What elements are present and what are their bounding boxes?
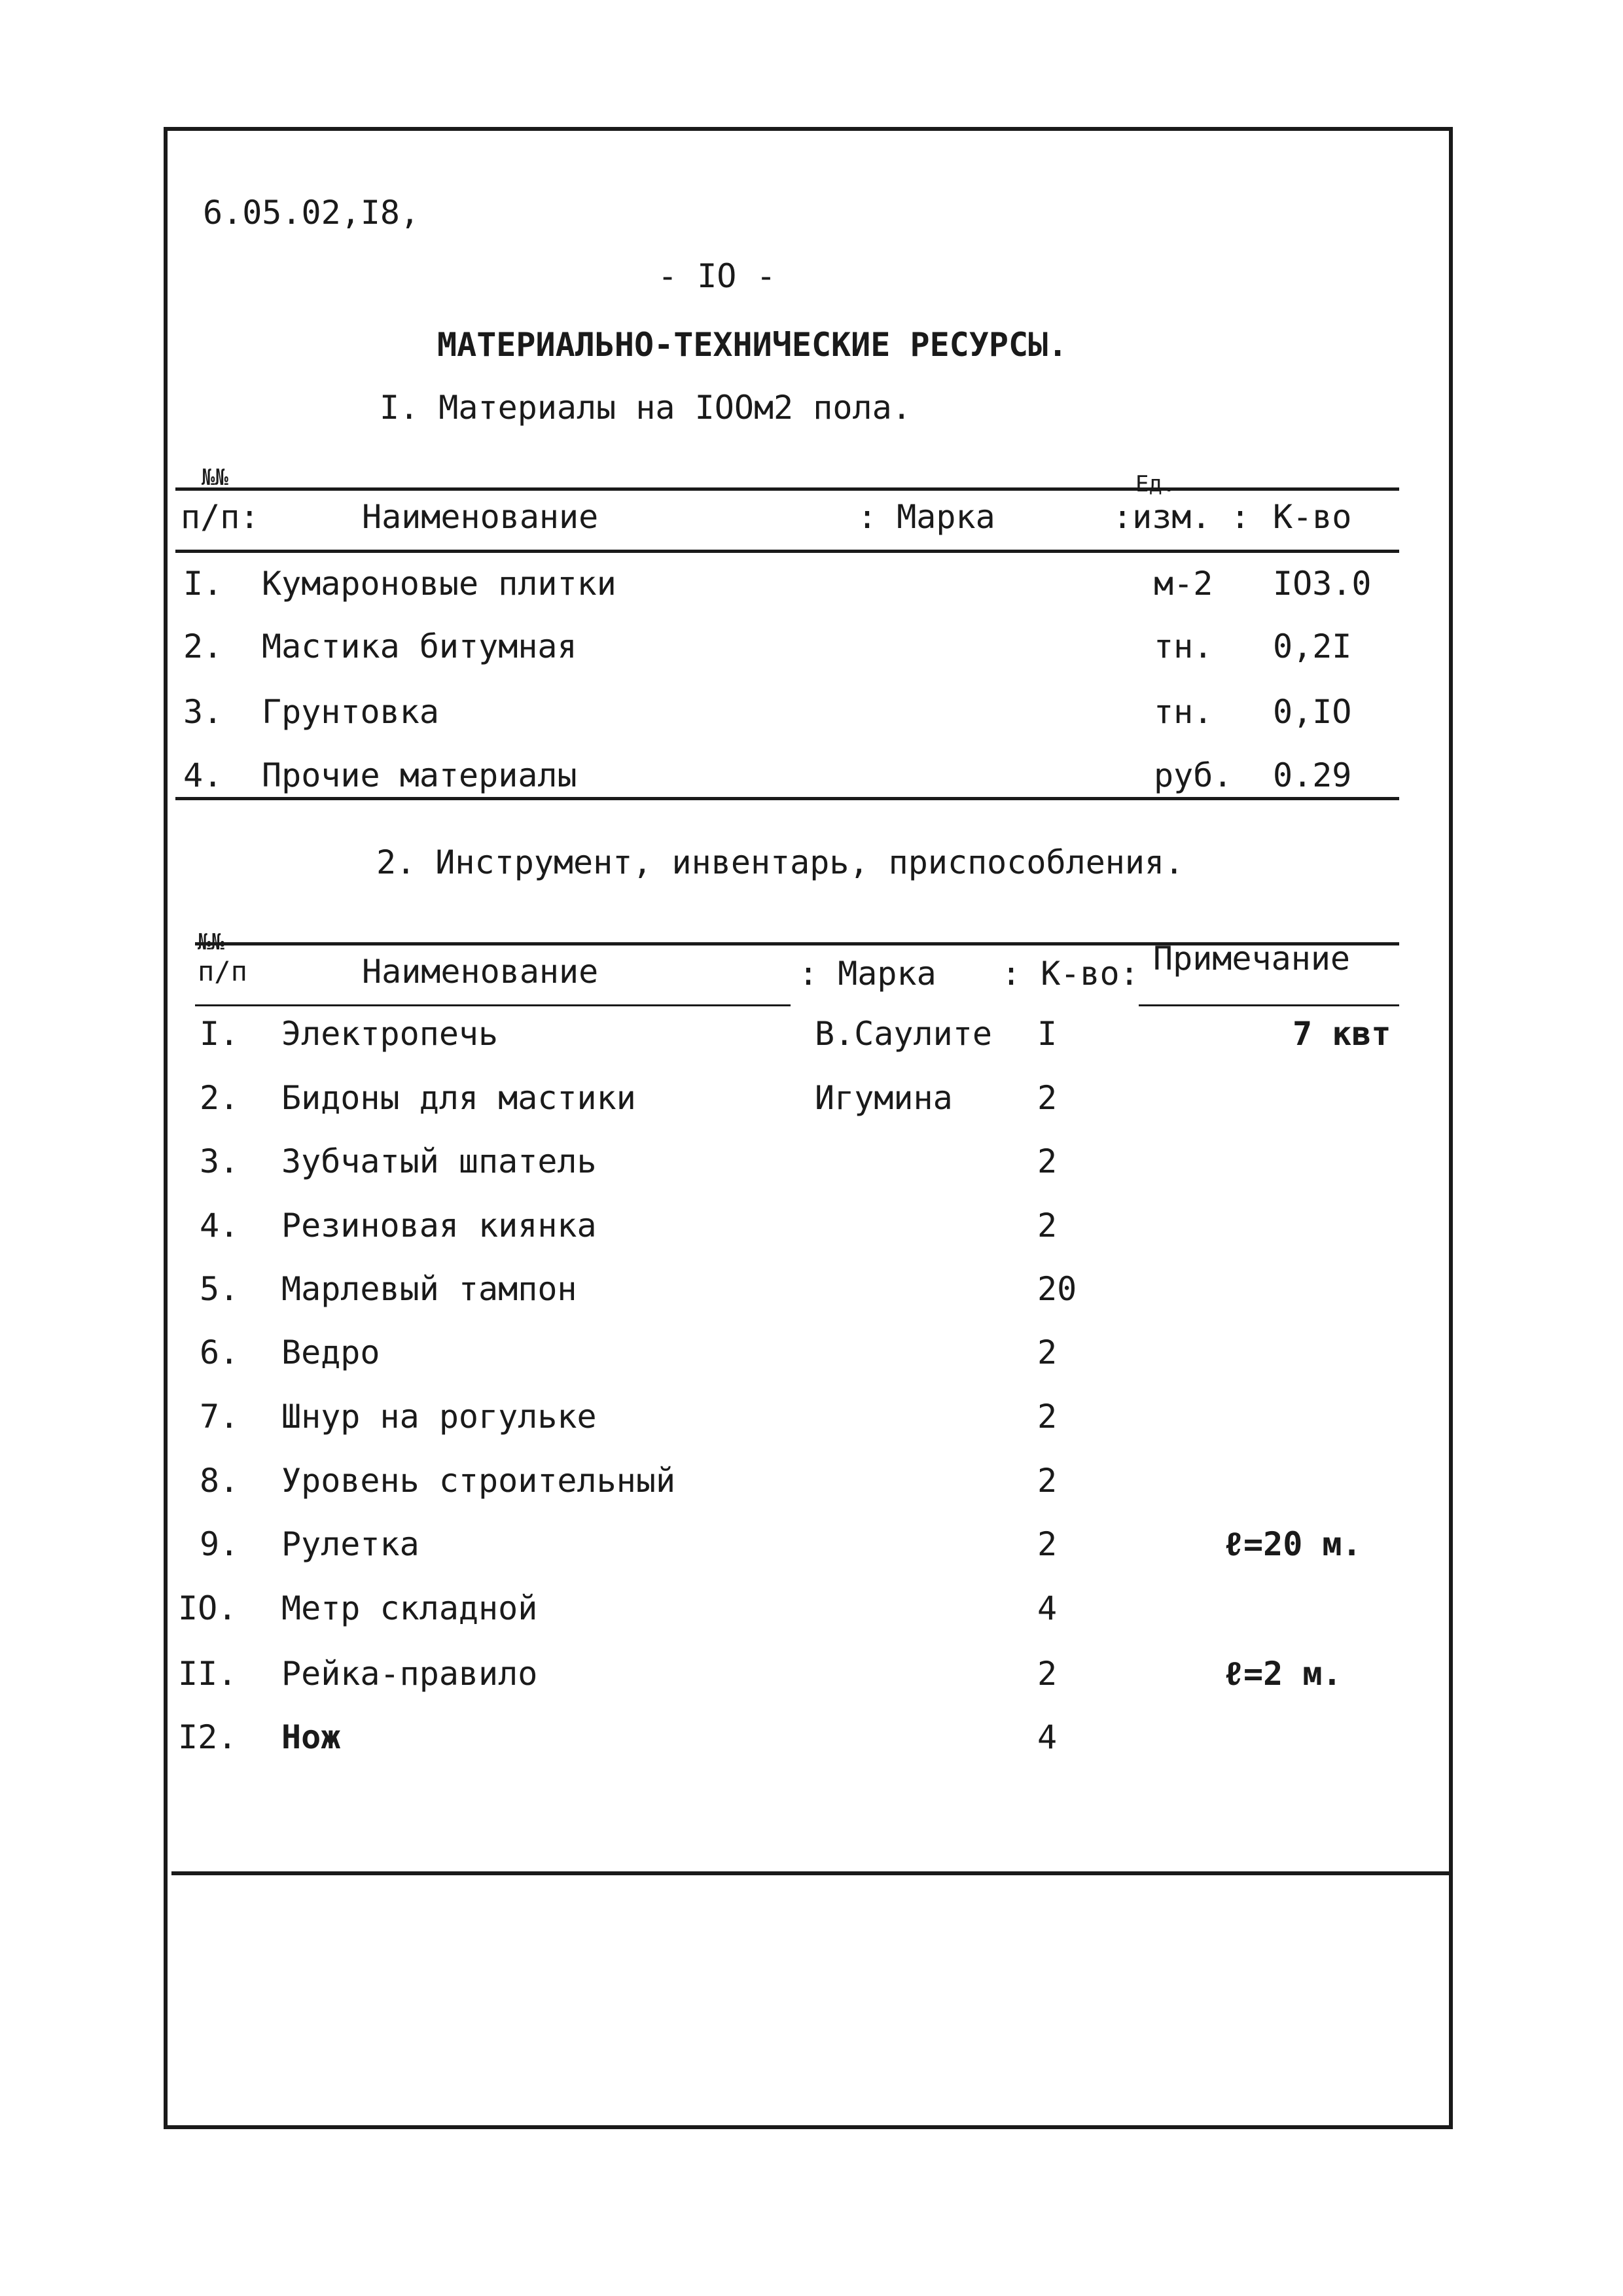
materials-row-qty: 0,IO bbox=[1273, 693, 1352, 731]
tools-header-num: п/п bbox=[198, 955, 247, 987]
materials-header-num-top: №№ bbox=[202, 465, 228, 491]
tools-row-name: Ведро bbox=[281, 1333, 380, 1371]
materials-row-qty: IO3.0 bbox=[1273, 565, 1372, 603]
tools-row-num: II. bbox=[178, 1655, 238, 1693]
frame-top bbox=[164, 127, 1453, 131]
materials-header-qty: К-во bbox=[1273, 498, 1352, 536]
tools-row-num: IO. bbox=[178, 1589, 238, 1627]
tools-row-num: 6. bbox=[200, 1333, 240, 1371]
tools-row-name: Нож bbox=[281, 1718, 341, 1756]
tools-row-qty: 2 bbox=[1037, 1079, 1058, 1117]
tools-row-name: Уровень строительный bbox=[281, 1462, 676, 1500]
tools-row-qty: I bbox=[1037, 1015, 1058, 1053]
materials-header-rule bbox=[175, 550, 1399, 553]
tools-row-mark: Игумина bbox=[815, 1079, 953, 1117]
frame-bottom bbox=[164, 2125, 1453, 2129]
tools-row-name: Марлевый тампон bbox=[281, 1270, 577, 1308]
tools-row-qty: 2 bbox=[1037, 1525, 1058, 1563]
tools-row-name: Шнур на рогульке bbox=[281, 1398, 597, 1436]
tools-row-note: ℓ=2 м. bbox=[1224, 1655, 1342, 1693]
materials-header-unit-top: Ед. bbox=[1135, 471, 1176, 497]
tools-row-qty: 2 bbox=[1037, 1398, 1058, 1436]
materials-row-unit: тн. bbox=[1154, 627, 1213, 665]
materials-row-num: 3. bbox=[183, 693, 223, 731]
tools-row-num: 5. bbox=[200, 1270, 240, 1308]
materials-row-name: Кумароновые плитки bbox=[262, 565, 616, 603]
bottom-divider bbox=[171, 1871, 1449, 1875]
tools-row-num: 9. bbox=[200, 1525, 240, 1563]
document-code: 6.05.02,I8, bbox=[203, 194, 420, 232]
materials-row-num: 4. bbox=[183, 756, 223, 794]
materials-row-num: I. bbox=[183, 565, 223, 603]
tools-row-qty: 2 bbox=[1037, 1142, 1058, 1180]
tools-header-rule-left bbox=[195, 1004, 791, 1006]
materials-header-mark: : Марка bbox=[857, 498, 995, 536]
tools-row-name: Метр складной bbox=[281, 1589, 538, 1627]
materials-header-unit: :изм. bbox=[1113, 498, 1211, 536]
tools-row-name: Рейка-правило bbox=[281, 1655, 538, 1693]
tools-row-qty: 2 bbox=[1037, 1207, 1058, 1245]
materials-row-qty: 0.29 bbox=[1273, 756, 1352, 794]
materials-header-name: Наименование bbox=[362, 498, 599, 536]
materials-row-num: 2. bbox=[183, 627, 223, 665]
section1-title: I. Материалы на IOOм2 пола. bbox=[380, 389, 912, 427]
tools-row-name: Резиновая киянка bbox=[281, 1207, 597, 1245]
tools-row-num: 3. bbox=[200, 1142, 240, 1180]
tools-row-num: 7. bbox=[200, 1398, 240, 1436]
tools-row-qty: 2 bbox=[1037, 1462, 1058, 1500]
tools-header-note: Примечание bbox=[1153, 940, 1351, 978]
materials-row-unit: тн. bbox=[1154, 693, 1213, 731]
tools-row-num: I2. bbox=[178, 1718, 238, 1756]
tools-header-qty: : К-во: bbox=[1001, 955, 1139, 993]
frame-right bbox=[1449, 127, 1453, 2129]
page-title: МАТЕРИАЛЬНО-ТЕХНИЧЕСКИЕ РЕСУРСЫ. bbox=[437, 326, 1068, 364]
tools-header-mark: : Марка bbox=[798, 955, 936, 993]
tools-row-num: 2. bbox=[200, 1079, 240, 1117]
materials-bottom-rule bbox=[175, 797, 1399, 800]
tools-row-note: 7 квт bbox=[1293, 1015, 1391, 1053]
tools-row-name: Рулетка bbox=[281, 1525, 419, 1563]
materials-header-num: п/п: bbox=[181, 498, 260, 536]
tools-row-qty: 2 bbox=[1037, 1333, 1058, 1371]
tools-header-name: Наименование bbox=[362, 953, 599, 991]
tools-row-note: ℓ=20 м. bbox=[1224, 1525, 1362, 1563]
tools-header-num-top: №№ bbox=[198, 929, 224, 955]
tools-row-num: 4. bbox=[200, 1207, 240, 1245]
materials-row-name: Мастика битумная bbox=[262, 627, 577, 665]
materials-row-unit: руб. bbox=[1154, 756, 1233, 794]
page-number: - IO - bbox=[658, 257, 776, 295]
tools-row-qty: 4 bbox=[1037, 1718, 1058, 1756]
tools-row-mark: В.Саулите bbox=[815, 1015, 992, 1053]
section2-title: 2. Инструмент, инвентарь, приспособления. bbox=[376, 843, 1185, 881]
tools-row-qty: 2 bbox=[1037, 1655, 1058, 1693]
materials-row-unit: м-2 bbox=[1154, 565, 1213, 603]
tools-row-qty: 4 bbox=[1037, 1589, 1058, 1627]
materials-row-qty: 0,2I bbox=[1273, 627, 1352, 665]
tools-row-num: I. bbox=[200, 1015, 240, 1053]
materials-row-name: Грунтовка bbox=[262, 693, 439, 731]
materials-row-name: Прочие материалы bbox=[262, 756, 577, 794]
tools-header-rule-right bbox=[1139, 1004, 1399, 1006]
tools-row-name: Зубчатый шпатель bbox=[281, 1142, 597, 1180]
frame-left bbox=[164, 127, 168, 2129]
materials-header-sep: : bbox=[1230, 498, 1251, 536]
materials-top-rule bbox=[175, 487, 1399, 491]
tools-row-name: Бидоны для мастики bbox=[281, 1079, 636, 1117]
tools-row-name: Электропечь bbox=[281, 1015, 499, 1053]
tools-row-qty: 20 bbox=[1037, 1270, 1077, 1308]
tools-row-num: 8. bbox=[200, 1462, 240, 1500]
